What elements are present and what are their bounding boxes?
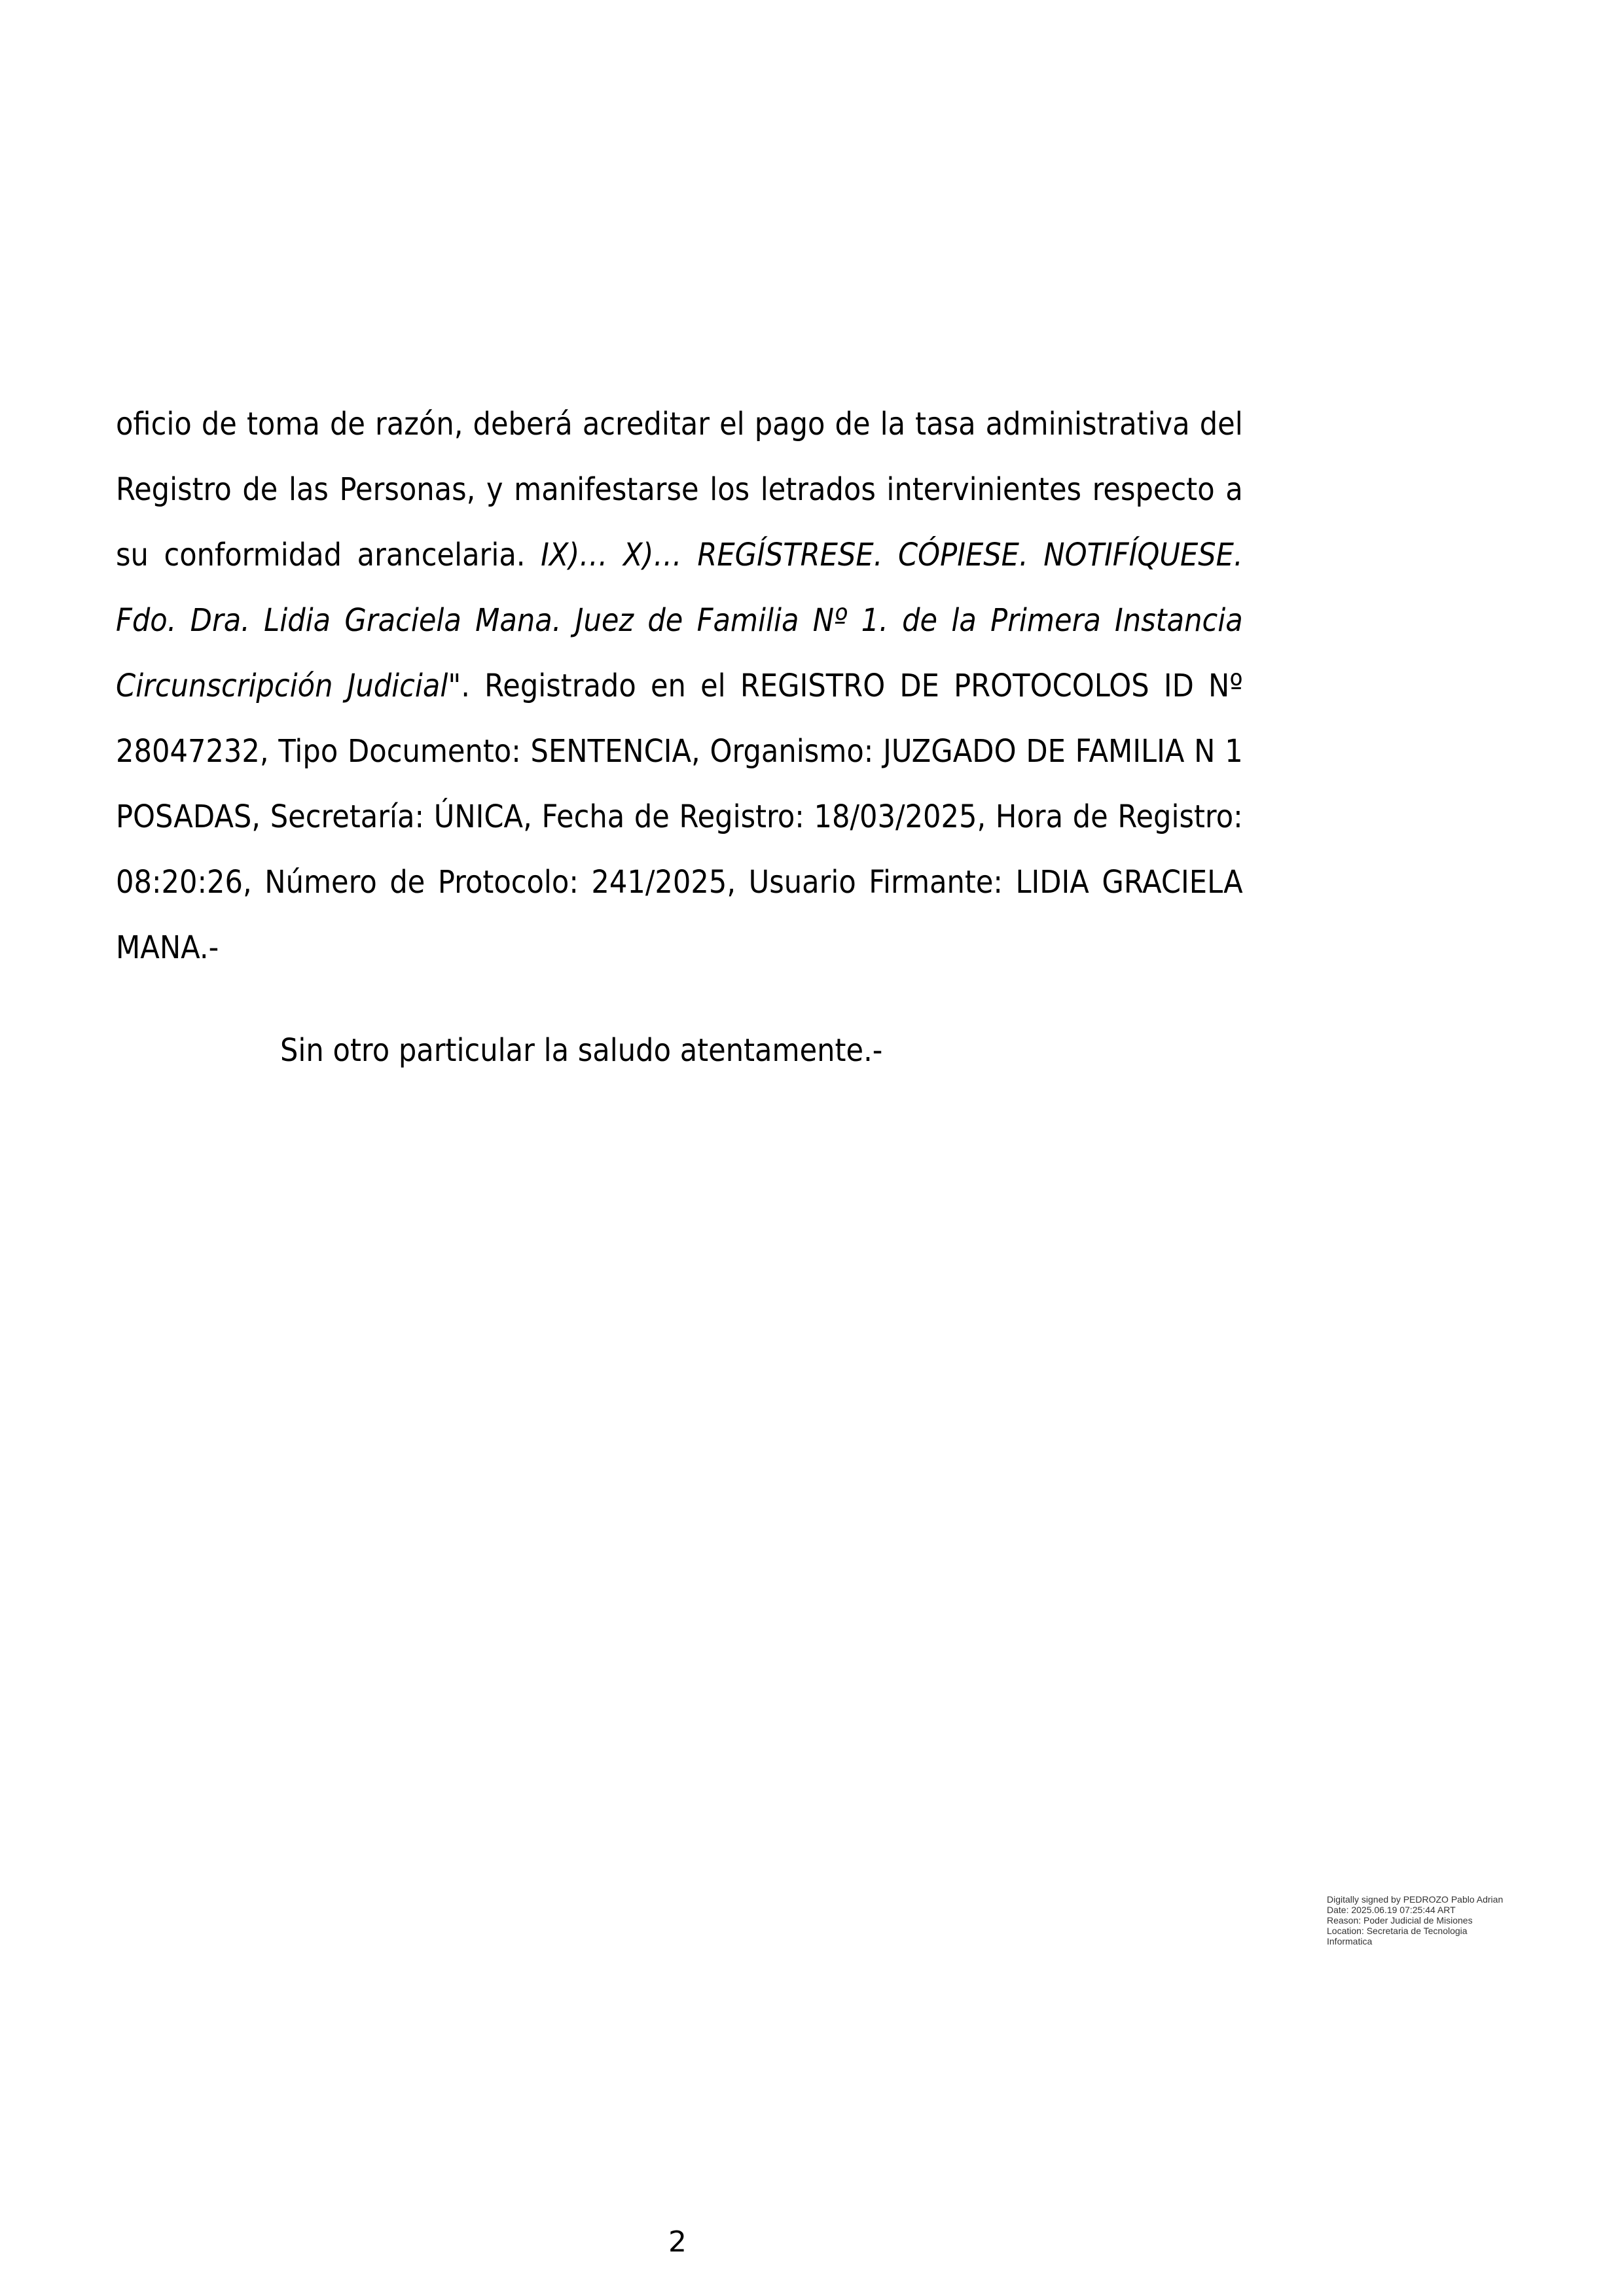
body-text-regular: oficio de toma de razón, deberá acreditar el pago de la tasa administrativa del Registro de las Personas, y manifestarse los letrados intervinientes respecto a su conformidad arancelaria. [116,406,1243,573]
signature-signed-by: Digitally signed by PEDROZO Pablo Adrian [1327,1894,1504,1905]
page-number: 2 [668,2225,687,2259]
body-text-registry: ". Registrado en el REGISTRO DE PROTOCOLOS ID Nº 28047232, Tipo Documento: SENTENCIA, Organismo: JUZGADO DE FAMILIA N 1 POSADAS, Secretaría: ÚNICA, Fecha de Registro: 18/03/2025, Hora de Registro: 08:20:26, Número de Protocolo: 241/2025, Usuario Firmante: LIDIA GRACIELA MANA.- [116,668,1243,966]
signature-reason: Reason: Poder Judicial de Misiones [1327,1915,1473,1926]
signature-location: Location: Secretaria de Tecnologia [1327,1926,1468,1936]
signature-date: Date: 2025.06.19 07:25:44 ART [1327,1905,1456,1915]
body-text-italic: IX)… X)… REGÍSTRESE. CÓPIESE. NOTIFÍQUESE. Fdo. Dra. Lidia Graciela Mana. Juez de Familia Nº 1. de la Primera Instancia Circunscripción Judicial [116,537,1243,704]
body-paragraph [116,391,1243,980]
signature-location-cont: Informatica [1327,1936,1373,1946]
closing-line: Sin otro particular la saludo atentamente.- [280,1032,883,1069]
digital-signature-stamp [1327,1894,1562,1946]
